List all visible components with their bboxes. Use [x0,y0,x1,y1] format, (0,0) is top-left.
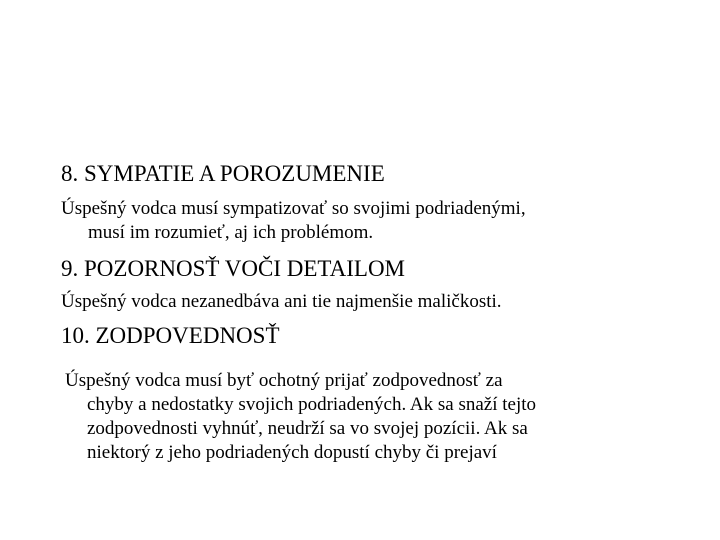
section-text-responsibility [65,369,536,465]
section-text-sympathy [61,197,526,245]
text-line: musí im rozumieť, aj ich problémom. [88,222,374,243]
section-heading-responsibility: 10. ZODPOVEDNOSŤ [61,323,280,348]
text-line: chyby a nedostatky svojich podriadených. Ak sa snaží tejto [87,394,537,415]
text-line: Úspešný vodca musí sympatizovať so svojimi podriadenými, [61,198,526,219]
text-line: niektorý z jeho podriadených dopustí chyby či prejaví [87,442,497,463]
text-line: zodpovednosti vyhnúť, neudrží sa vo svojej pozícii. Ak sa [87,418,528,439]
text-line: Úspešný vodca musí byť ochotný prijať zodpovednosť za [65,370,503,391]
section-heading-sympathy: 8. SYMPATIE A POROZUMENIE [61,161,385,186]
section-text-attention-to-detail [61,290,502,314]
text-line: Úspešný vodca nezanedbáva ani tie najmenšie maličkosti. [61,291,502,312]
section-heading-attention-to-detail: 9. POZORNOSŤ VOČI DETAILOM [61,256,406,281]
